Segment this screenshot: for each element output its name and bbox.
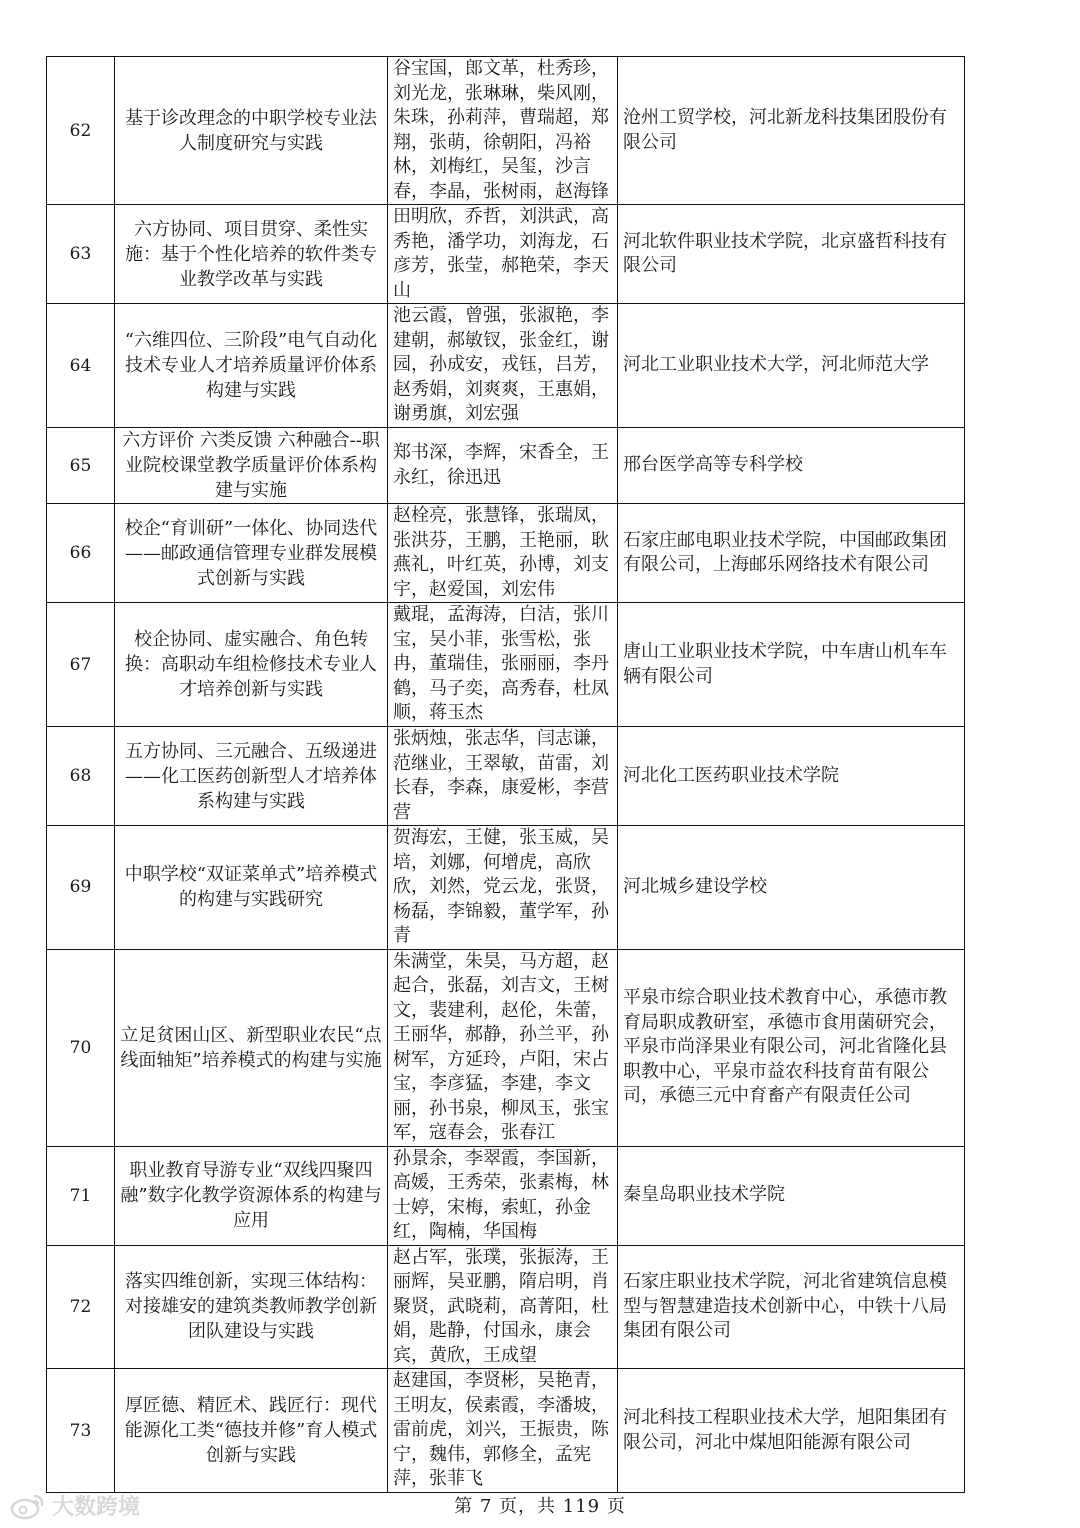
table-row bbox=[47, 1369, 965, 1493]
team-members: 孙景余，李翠霞，李国新，高媛，王秀荣，张素梅，林士婷，宋梅，索虹，孙金红，陶楠，华国梅 bbox=[388, 1146, 618, 1245]
table-row bbox=[47, 949, 965, 1146]
project-title: 厚匠德、精匠术、践匠行：现代能源化工类“德技并修”育人模式创新与实践 bbox=[115, 1369, 388, 1493]
organizations: 河北工业职业技术大学，河北师范大学 bbox=[618, 304, 965, 428]
table-row bbox=[47, 727, 965, 826]
team-members: 池云霞，曾强，张淑艳，李建朝，郝敏钗，张金红，谢园，孙成安，戎钰，吕芳，赵秀娟，刘爽爽，王惠娟，谢勇旗，刘宏强 bbox=[388, 304, 618, 428]
project-title: 校企“育训研”一体化、协同迭代——邮政通信管理专业群发展模式创新与实践 bbox=[115, 504, 388, 603]
team-members: 贺海宏，王健，张玉威，吴培，刘娜，何增虎，高欣欣，刘然，党云龙，张贤，杨磊，李锦毅，董学军，孙青 bbox=[388, 826, 618, 950]
organizations: 河北城乡建设学校 bbox=[618, 826, 965, 950]
team-members: 赵占军，张璞，张振涛，王丽辉，吴亚鹏，隋启明，肖聚贤，武晓莉，高菁阳，杜娟，匙静，付国永，康会宾，黄欣，王成望 bbox=[388, 1245, 618, 1369]
row-number: 66 bbox=[47, 504, 115, 603]
project-title: 立足贫困山区、新型职业农民“点线面轴矩”培养模式的构建与实施 bbox=[115, 949, 388, 1146]
project-title: 基于诊改理念的中职学校专业法人制度研究与实践 bbox=[115, 57, 388, 205]
team-members: 赵栓亮，张慧锋，张瑞凤，张洪芬，王鹏，王艳丽，耿燕礼，叶红英，孙博，刘支宇，赵爱国，刘宏伟 bbox=[388, 504, 618, 603]
table-row bbox=[47, 1245, 965, 1369]
project-title: 六方协同、项目贯穿、柔性实施：基于个性化培养的软件类专业教学改革与实践 bbox=[115, 205, 388, 304]
organizations: 唐山工业职业技术学院，中车唐山机车车辆有限公司 bbox=[618, 603, 965, 727]
award-table bbox=[46, 56, 965, 1493]
organizations: 沧州工贸学校，河北新龙科技集团股份有限公司 bbox=[618, 57, 965, 205]
project-title: 校企协同、虚实融合、角色转换：高职动车组检修技术专业人才培养创新与实践 bbox=[115, 603, 388, 727]
table-row bbox=[47, 1146, 965, 1245]
row-number: 67 bbox=[47, 603, 115, 727]
row-number: 62 bbox=[47, 57, 115, 205]
table-row bbox=[47, 57, 965, 205]
row-number: 65 bbox=[47, 428, 115, 504]
table-row bbox=[47, 205, 965, 304]
project-title: 中职学校“双证菜单式”培养模式的构建与实践研究 bbox=[115, 826, 388, 950]
team-members: 谷宝国，郎文革，杜秀珍，刘光龙，张琳琳，柴风刚，朱珠，孙莉萍，曹瑞超，郑翔，张萌，徐朝阳，冯裕林，刘梅红，吴玺，沙言春，李晶，张树雨，赵海锋 bbox=[388, 57, 618, 205]
team-members: 戴琨，孟海涛，白洁，张川宝，吴小菲，张雪松，张冉，董瑞佳，张丽丽，李丹鹤，马子奕，高秀春，杜凤顺，蒋玉杰 bbox=[388, 603, 618, 727]
table-row bbox=[47, 504, 965, 603]
table-row bbox=[47, 428, 965, 504]
project-title: 六方评价 六类反馈 六种融合--职业院校课堂教学质量评价体系构建与实施 bbox=[115, 428, 388, 504]
row-number: 64 bbox=[47, 304, 115, 428]
organizations: 石家庄邮电职业技术学院，中国邮政集团有限公司，上海邮乐网络技术有限公司 bbox=[618, 504, 965, 603]
row-number: 69 bbox=[47, 826, 115, 950]
organizations: 邢台医学高等专科学校 bbox=[618, 428, 965, 504]
project-title: 五方协同、三元融合、五级递进——化工医药创新型人才培养体系构建与实践 bbox=[115, 727, 388, 826]
row-number: 73 bbox=[47, 1369, 115, 1493]
organizations: 秦皇岛职业技术学院 bbox=[618, 1146, 965, 1245]
table-row bbox=[47, 603, 965, 727]
project-title: “六维四位、三阶段”电气自动化技术专业人才培养质量评价体系构建与实践 bbox=[115, 304, 388, 428]
row-number: 70 bbox=[47, 949, 115, 1146]
organizations: 平泉市综合职业技术教育中心，承德市教育局职成教研室，承德市食用菌研究会，平泉市尚泽果业有限公司，河北省隆化县职教中心，平泉市益农科技育苗有限公司，承德三元中育畜产有限责任公司 bbox=[618, 949, 965, 1146]
row-number: 71 bbox=[47, 1146, 115, 1245]
project-title: 职业教育导游专业“双线四聚四融”数字化教学资源体系的构建与应用 bbox=[115, 1146, 388, 1245]
organizations: 河北软件职业技术学院，北京盛哲科技有限公司 bbox=[618, 205, 965, 304]
page-number: 第 7 页，共 119 页 bbox=[454, 1496, 626, 1517]
table-row bbox=[47, 304, 965, 428]
team-members: 张炳烛，张志华，闫志谦，范继业，王翠敏，苗雷，刘长春，李森，康爱彬，李营营 bbox=[388, 727, 618, 826]
team-members: 田明欣，乔哲，刘洪武，高秀艳，潘学功，刘海龙，石彦芳，张莹，郝艳荣，李天山 bbox=[388, 205, 618, 304]
organizations: 石家庄职业技术学院，河北省建筑信息模型与智慧建造技术创新中心，中铁十八局集团有限公司 bbox=[618, 1245, 965, 1369]
row-number: 63 bbox=[47, 205, 115, 304]
team-members: 郑书深，李辉，宋香全，王永红，徐迅迅 bbox=[388, 428, 618, 504]
team-members: 赵建国，李贤彬，吴艳青，王明友，侯素霞，李潘坡，雷前虎，刘兴，王振贵，陈宁，魏伟，郭修全，孟宪萍，张菲飞 bbox=[388, 1369, 618, 1493]
row-number: 68 bbox=[47, 727, 115, 826]
row-number: 72 bbox=[47, 1245, 115, 1369]
watermark-text: 大数跨境 bbox=[52, 1495, 141, 1520]
organizations: 河北化工医药职业技术学院 bbox=[618, 727, 965, 826]
project-title: 落实四维创新，实现三体结构：对接雄安的建筑类教师教学创新团队建设与实践 bbox=[115, 1245, 388, 1369]
table-row bbox=[47, 826, 965, 950]
organizations: 河北科技工程职业技术大学，旭阳集团有限公司，河北中煤旭阳能源有限公司 bbox=[618, 1369, 965, 1493]
team-members: 朱满堂，朱昊，马方超，赵起合，张磊，刘吉文，王树文，裴建利，赵伦，朱蕾，王丽华，郝静，孙兰平，孙树军，方延玲，卢阳，宋占宝，李彦猛，李建，李文丽，孙书泉，柳凤玉，张宝军，寇春会，张春江 bbox=[388, 949, 618, 1146]
